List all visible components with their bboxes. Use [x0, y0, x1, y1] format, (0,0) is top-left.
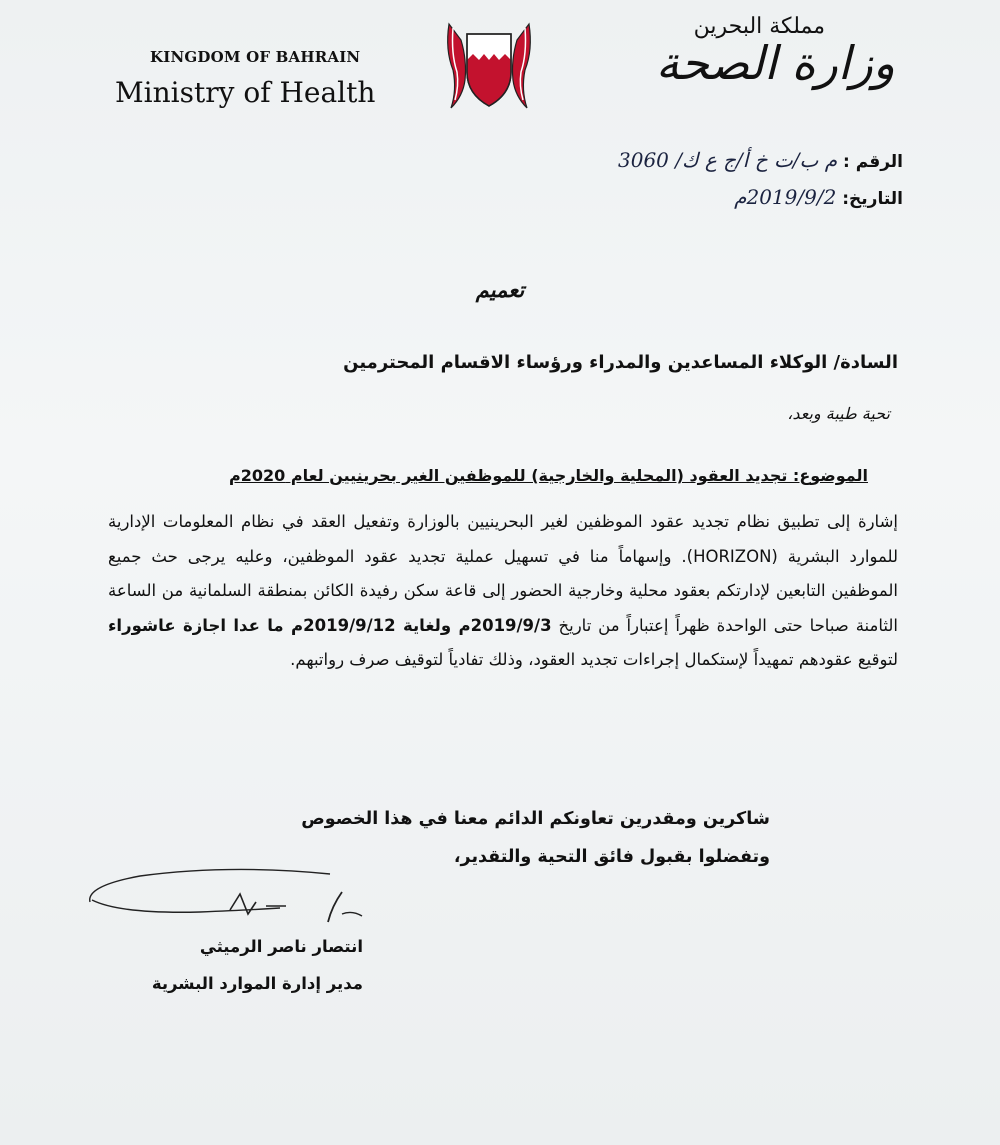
- subject-line: الموضوع: تجديد العقود (المحلية والخارجية) للموظفين الغير بحرينيين لعام 2020م: [229, 466, 868, 485]
- bahrain-coat-of-arms-icon: [443, 20, 535, 112]
- body-text-part1: إشارة إلى تطبيق نظام تجديد عقود الموظفين لغير البحرينيين بالوزارة وتفعيل العقد في نظام المعلومات الإدارية للموارد البشرية (HORIZON). وإسهاماً منا في تسهيل عملية تجديد عقود الموظفين، وعليه يرجى حث جميع الموظفين التابعين لإدارتكم بعقود محلية وخارجية الحضور إلى قاعة سكن رفيدة الكائن بمنطقة السلمانية من الساعة الثامنة صباحا حتى الواحدة ظهراً إعتباراً من تاريخ: [108, 512, 899, 635]
- ministry-name-ar: وزارة الصحة: [655, 36, 895, 90]
- body-text-bold-dates: 2019/9/3م ولغاية 2019/9/12م ما عدا اجازة عاشوراء: [108, 615, 552, 635]
- reference-date-label: التاريخ:: [842, 189, 903, 209]
- closing-line-1: شاكرين ومقدرين تعاونكم الدائم معنا في هذا الخصوص: [301, 809, 770, 829]
- letter-body: [108, 505, 898, 678]
- letterhead-arabic: [565, 14, 895, 90]
- kingdom-name-en: KINGDOM OF BAHRAIN: [150, 48, 361, 66]
- reference-date-value: 2019/9/2م: [734, 185, 837, 209]
- letterhead-english: [115, 48, 415, 109]
- reference-number-line: [618, 143, 903, 180]
- signatory-name: انتصار ناصر الرميثي: [199, 937, 363, 956]
- addressee: السادة/ الوكلاء المساعدين والمدراء ورؤساء الاقسام المحترمين: [343, 352, 898, 373]
- signatory-title: مدير إدارة الموارد البشرية: [151, 974, 363, 993]
- circular-title: تعميم: [475, 278, 525, 302]
- ministry-name-en: Ministry of Health: [115, 76, 376, 109]
- reference-date-line: [618, 180, 903, 217]
- kingdom-name-ar: مملكة البحرين: [693, 14, 825, 39]
- signatory-block: [152, 928, 363, 1002]
- body-text-part2: لتوقيع عقودهم تمهيداً لإستكمال إجراءات تجديد العقود، وذلك تفادياً لتوقيف صرف رواتبهم.: [290, 650, 898, 669]
- closing-line-2: وتفضلوا بقبول فائق التحية والتقدير،: [453, 847, 770, 867]
- reference-number-label: الرقم :: [843, 152, 903, 172]
- reference-block: [618, 143, 903, 217]
- reference-number-value: م ب/ت خ أ/ج ع ك/ 3060: [618, 148, 838, 172]
- greeting: تحية طيبة وبعد،: [787, 404, 890, 423]
